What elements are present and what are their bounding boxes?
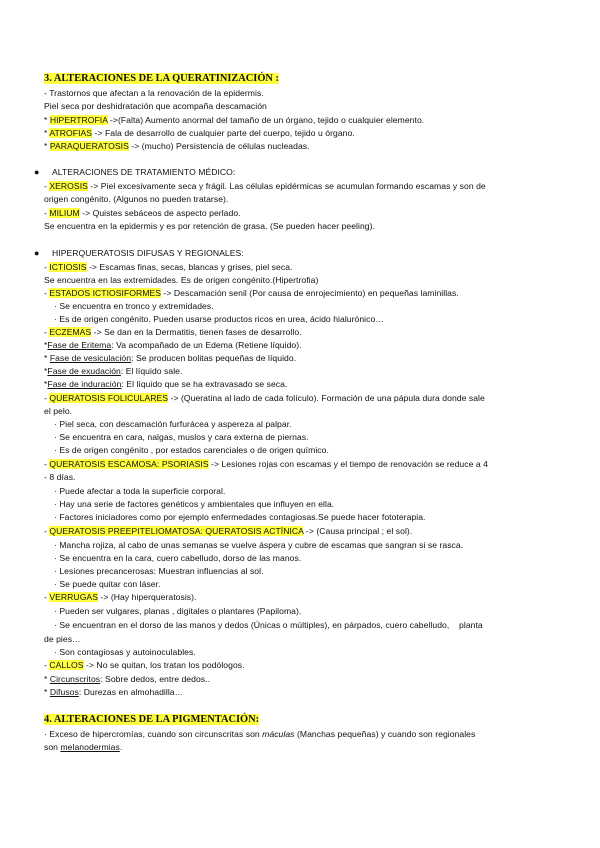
text: (Manchas pequeñas) y cuando son regionales	[294, 729, 476, 739]
prefix: *	[44, 366, 48, 376]
fase-line	[44, 340, 302, 351]
definition: : Se producen bolitas pequeñas de líquido.	[131, 353, 297, 363]
prefix: -	[44, 208, 50, 218]
prefix: *	[44, 353, 50, 363]
definition: : Sobre dedos, entre dedos..	[100, 674, 211, 684]
text-line: Piel seca por deshidratación que acompaña descamación	[44, 101, 267, 111]
prefix: *	[44, 674, 50, 684]
pigmentacion-line	[44, 729, 475, 740]
definition: : Durezas en almohadilla…	[78, 687, 184, 697]
text-line: el pelo.	[44, 406, 73, 416]
prefix: -	[44, 459, 50, 469]
term-xerosis: XEROSIS	[49, 181, 88, 191]
prefix: *	[44, 687, 50, 697]
sub-item: · Es de origen congénito. Pueden usarse productos ricos en urea, ácido hialurónico…	[54, 314, 384, 324]
prefix: -	[44, 327, 50, 337]
definition: -> Piel excesivamente seca y frágil. Las células epidérmicas se acumulan formando escamas y son de	[87, 181, 486, 191]
sub-item: · Se encuentran en el dorso de las manos y dedos (Únicas o múltiples), en párpados, cuero cabelludo, planta	[54, 620, 483, 630]
definition: -> Se dan en la Dermatitis, tienen fases de desarrollo.	[91, 327, 302, 337]
definition: -> (Hay hiperqueratosis).	[98, 592, 197, 602]
definition: : El líquido que se ha extravasado se seca.	[121, 379, 288, 389]
prefix: *	[44, 141, 50, 151]
sub-item: · Hay una serie de factores genéticos y ambientales que influyen en ella.	[54, 499, 335, 509]
section-4-title: 4. ALTERACIONES DE LA PIGMENTACIÓN:	[44, 714, 260, 725]
hiperqueratosis-heading: HIPERQUERATOSIS DIFUSAS Y REGIONALES:	[52, 248, 244, 258]
sub-item: · Se encuentra en cara, nalgas, muslos y cara externa de piernas.	[54, 432, 309, 442]
bullet-icon: ●	[34, 248, 40, 258]
term-estados-ictiosiformes: ESTADOS ICTIOSIFORMES	[49, 288, 162, 298]
term-fase-vesiculacion: Fase de vesiculación	[49, 353, 132, 363]
text-line: origen congénito. (Algunos no pueden tratarse).	[44, 194, 229, 204]
prefix: -	[44, 393, 50, 403]
prefix: -	[44, 660, 50, 670]
definition: -> Lesiones rojas con escamas y el tiempo de renovación se reduce a 4	[208, 459, 488, 469]
term-paraqueratosis: PARAQUERATOSIS	[49, 141, 129, 151]
term-callos: CALLOS	[49, 660, 84, 670]
prefix: -	[44, 526, 50, 536]
term-maculas: máculas	[262, 729, 295, 739]
definition: -> (Queratina al lado de cada folículo). Formación de una pápula dura donde sale	[168, 393, 485, 403]
section-4-heading	[44, 713, 259, 726]
term-melanodermias: melanodermias	[60, 742, 120, 752]
atrofias-line	[44, 128, 355, 139]
term-hipertrofia: HIPERTROFIA	[49, 115, 108, 125]
definition: -> Fala de desarrollo de cualquier parte del cuerpo, tejido u órgano.	[92, 128, 355, 138]
psoriasis-line	[44, 459, 488, 470]
milium-line	[44, 208, 241, 219]
xerosis-line	[44, 181, 486, 192]
callos-line	[44, 660, 245, 671]
term-eczemas: ECZEMAS	[49, 327, 92, 337]
sub-item: · Se puede quitar con láser.	[54, 579, 161, 589]
definition: -> Descamación senil (Por causa de enrojecimiento) en pequeñas laminillas.	[161, 288, 459, 298]
sub-item: · Se encuentra en tronco y extremidades.	[54, 301, 214, 311]
definition: -> Quistes sebáceos de aspecto perlado.	[79, 208, 241, 218]
difusos-line	[44, 687, 183, 698]
estados-line	[44, 288, 459, 299]
sub-item: · Lesiones precancerosas: Muestran influencias al sol.	[54, 566, 264, 576]
sub-item: · Es de origen congénito , por estados carenciales o de origen químico.	[54, 445, 329, 455]
term-fase-induracion: Fase de induración	[47, 379, 122, 389]
term-queratosis-actinica: QUERATOSIS PREEPITELIOMATOSA: QUERATOSIS ACTÍNICA	[49, 526, 304, 536]
paraqueratosis-line	[44, 141, 310, 152]
foliculares-line	[44, 393, 485, 404]
actinica-line	[44, 526, 412, 537]
pigmentacion-line	[44, 742, 122, 753]
text-line: Se encuentra en la epidermis y es por retención de grasa. (Se pueden hacer peeling).	[44, 221, 375, 231]
text: son	[44, 742, 61, 752]
circunscritos-line	[44, 674, 210, 685]
prefix: *	[44, 128, 50, 138]
definition: -> (mucho) Persistencia de células nucleadas.	[128, 141, 310, 151]
prefix: *	[44, 340, 48, 350]
text-line: - Trastornos que afectan a la renovación de la epidermis.	[44, 88, 264, 98]
sub-item: · Puede afectar a toda la superficie corporal.	[54, 486, 226, 496]
prefix: -	[44, 262, 50, 272]
sub-item: · Se encuentra en la cara, cuero cabelludo, dorso de las manos.	[54, 553, 302, 563]
sub-item: · Factores iniciadores como por ejemplo enfermedades contagiosas.Se puede hacer fototerapia.	[54, 512, 426, 522]
prefix: *	[44, 115, 50, 125]
tratamiento-heading: ALTERACIONES DE TRATAMIENTO MÉDICO:	[52, 167, 236, 177]
definition: : El líquido sale.	[120, 366, 183, 376]
term-difusos: Difusos	[49, 687, 79, 697]
eczemas-line	[44, 327, 302, 338]
term-psoriasis: QUERATOSIS ESCAMOSA: PSORIASIS	[49, 459, 209, 469]
section-3-title: 3. ALTERACIONES DE LA QUERATINIZACIÓN :	[44, 73, 279, 84]
section-3-heading	[44, 72, 279, 85]
definition: -> (Causa principal ; el sol).	[303, 526, 413, 536]
text-line: de pies…	[44, 634, 81, 644]
hipertrofia-line	[44, 115, 424, 126]
definition: -> No se quitan, los tratan los podólogos.	[83, 660, 245, 670]
term-queratosis-foliculares: QUERATOSIS FOLICULARES	[49, 393, 169, 403]
text: · Exceso de hipercromías, cuando son circunscritas son	[44, 729, 263, 739]
text-line: Se encuentra en las extremidades. Es de origen congénito.(Hipertrofia)	[44, 275, 319, 285]
prefix: -	[44, 592, 50, 602]
fase-line	[44, 379, 287, 390]
term-fase-eritema: Fase de Eritema	[47, 340, 112, 350]
prefix: -	[44, 181, 50, 191]
sub-item: · Piel seca, con descamación furfurácea y aspereza al palpar.	[54, 419, 292, 429]
prefix: -	[44, 288, 50, 298]
sub-item: · Son contagiosas y autoinoculables.	[54, 647, 196, 657]
sub-item: · Mancha rojiza, al cabo de unas semanas se vuelve áspera y cubre de escamas que sangran si se rasca.	[54, 540, 464, 550]
definition: -> Escamas finas, secas, blancas y grises, piel seca.	[86, 262, 293, 272]
term-fase-exudacion: Fase de exudación	[47, 366, 121, 376]
sub-item: · Pueden ser vulgares, planas , digitales o plantares (Papiloma).	[54, 606, 302, 616]
bullet-icon: ●	[34, 167, 40, 177]
term-atrofias: ATROFIAS	[49, 128, 93, 138]
text: .	[119, 742, 123, 752]
fase-line	[44, 366, 182, 377]
definition: : Va acompañado de un Edema (Retiene líquido).	[111, 340, 302, 350]
fase-line	[44, 353, 296, 364]
text-line: - 8 días.	[44, 472, 76, 482]
term-circunscritos: Circunscritos	[49, 674, 101, 684]
definition: ->(Falta) Aumento anormal del tamaño de un órgano, tejido o cualquier elemento.	[107, 115, 425, 125]
term-milium: MILIUM	[49, 208, 80, 218]
term-ictiosis: ICTIOSIS	[49, 262, 87, 272]
verrugas-line	[44, 592, 197, 603]
ictiosis-line	[44, 262, 292, 273]
term-verrugas: VERRUGAS	[49, 592, 98, 602]
prefix: *	[44, 379, 48, 389]
